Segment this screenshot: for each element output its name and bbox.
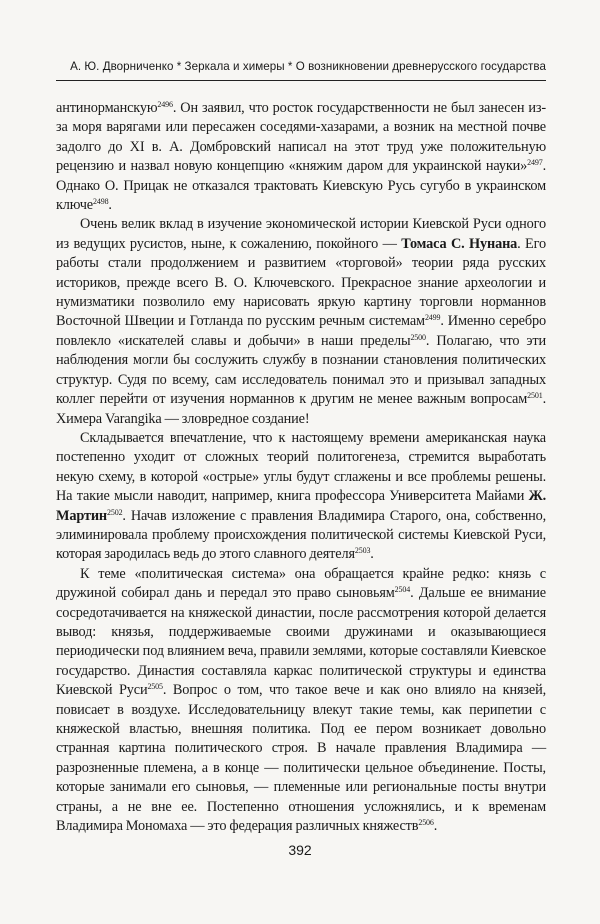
bold-name: Ж. Мартин xyxy=(56,488,546,524)
paragraph-3: Складывается впечатление, что к настоящему времени американская наука постепенно уходит от сложных теорий политогенеза, стремится выработать некую схему, в которой «острые» углы будут сглажены и все проблемы решены. На такие мысли наводит, например, книга профессора Университета Майами Ж. Мартин$^{2502}$. Начав изложение с правления Владимира Старого, она, собственно, элиминировала проблему происхождения политической системы Киевской Руси, которая зародилась ведь до этого славного деятеля$^{2503}$. xyxy=(56,429,546,563)
running-header: А. Ю. Дворниченко * Зеркала и химеры * О возникновении древнерусского государства xyxy=(70,60,546,73)
footnote-ref: 2499 xyxy=(424,313,441,323)
body-text xyxy=(56,99,546,836)
footnote-ref: 2500 xyxy=(410,332,426,342)
page-number: 392 xyxy=(288,842,312,858)
footnote-ref: 2496 xyxy=(157,100,173,109)
footnote-ref: 2497 xyxy=(527,158,543,168)
footnote-ref: 2502 xyxy=(107,507,123,517)
footnote-ref: 2501 xyxy=(527,391,543,401)
footnote-ref: 2505 xyxy=(147,682,163,692)
paragraph-4: К теме «политическая система» она обращается крайне редко: князь с дружиной собирал дань и передал это право сыновьям$^{2504}$. Дальше ее внимание сосредотачивается на княжеской династии, после рассмотрения которой делается вывод: князья, поддерживаемые своими дружинами и оказывающиеся периодически под влиянием веча, правили землями, которые составляли Киевское государство. Династия составляла каркас политической структуры и единства Киевской Руси$^{2505}$. Вопрос о том, что такое вече и как оно влияло на князей, повисает в воздухе. Исследовательницу влекут такие темы, как перипетии с княжеской властью, внешняя политика. Под ее пером возникает довольно странная картина политического строя. В начале правления Владимира — разрозненные племена, а в конце — политически цельное объединение. Посты, которые занимали его сыновья, — племенные или региональные посты внутри страны, а не вне ее. Постепенно отношения усложнялись, и к временам Владимира Мономаха — это федерация различных княжеств$^{2506}$. xyxy=(56,565,547,835)
footnote-ref: 2503 xyxy=(354,546,371,556)
paragraph-2: Очень велик вклад в изучение экономической истории Киевской Руси одного из ведущих русистов, ныне, к сожалению, покойного — Томаса С. Нунана. Его работы стали продолжением и развитием «торговой» теории ряда русских историков, прежде всего В. О. Ключевского. Прекрасное знание археологии и нумизматики позволило ему нарисовать яркую картину торговли норманнов Восточной Швеции и Готланда по русским речным системам$^{2499}$. Именно серебро повлекло «искателей славы и добычи» в наши пределы$^{2500}$. Полагаю, что эти наблюдения могли бы сослужить службу в познании становления политических структур. Судя по всему, сам исследователь понимал это и призывал западных коллег перейти от изучения норманнов к другим не менее важным вопросам$^{2501}$. Химера Varangika — зловредное создание! xyxy=(56,216,547,427)
bold-name: Томаса С. Нунана xyxy=(401,235,518,252)
footnote-ref: 2506 xyxy=(418,818,434,828)
header-rule xyxy=(56,80,546,81)
footnote-ref: 2498 xyxy=(93,197,109,207)
paragraph-1: антинорманскую$^{2496}$. Он заявил, что росток государственности не был занесен из-за моря варягами или пересажен соседями-хазарами, а возник на местной почве задолго до XI в. А. Домбровский написал на этот труд уже положительную рецензию и назвал новую концепцию «княжим даром для украинской науки»$^{2497}$. Однако О. Прицак не отказался трактовать Киевскую Русь сугубо в украинском ключе$^{2498}$. xyxy=(56,100,546,214)
footnote-ref: 2504 xyxy=(394,585,411,595)
